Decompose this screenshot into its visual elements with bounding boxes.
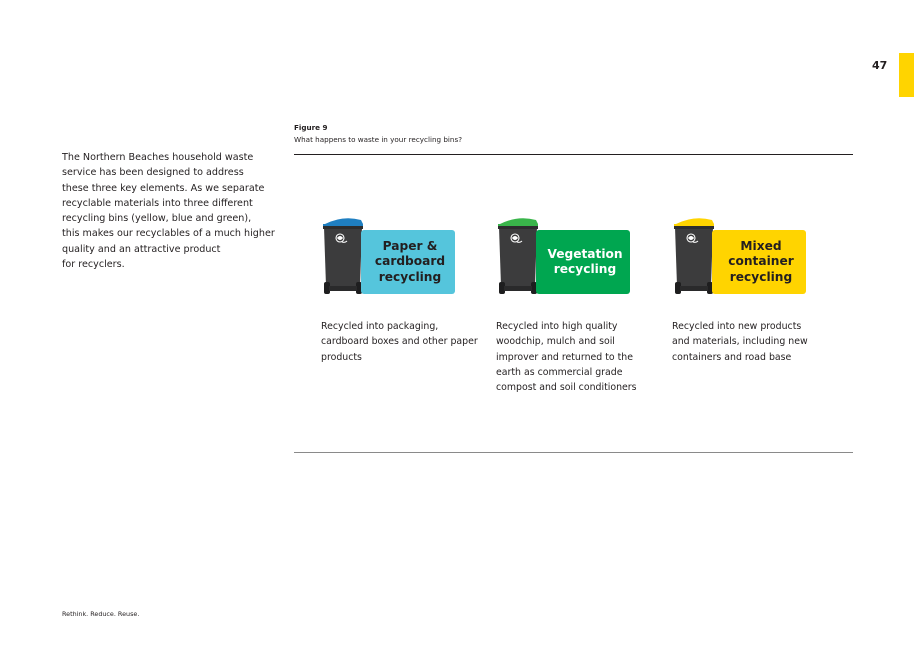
bin-label-line: Vegetation (547, 246, 623, 261)
intro-line: for recyclers. (62, 259, 125, 271)
bin-label-box-vegetation (536, 230, 630, 294)
bin-label-line: recycling (378, 269, 442, 284)
intro-paragraph (62, 150, 277, 272)
bin-description-mixed (672, 319, 832, 365)
desc-line: earth as commercial grade (496, 366, 623, 378)
desc-line: products (321, 351, 362, 363)
bin-label-line: Paper & (382, 238, 438, 253)
desc-line: improver and returned to the (496, 351, 633, 363)
wheelie-bin-yellow-icon (672, 216, 716, 296)
figure-label: Figure 9 (294, 123, 328, 132)
intro-line: service has been designed to address (62, 167, 244, 179)
bin-group-vegetation (496, 216, 656, 396)
page-number: 47 (872, 59, 888, 72)
intro-line: quality and an attractive product (62, 243, 221, 255)
desc-line: cardboard boxes and other paper (321, 336, 478, 348)
bin-description-vegetation (496, 319, 656, 395)
bin-group-mixed (672, 216, 832, 396)
bin-lid (323, 218, 363, 227)
desc-line: compost and soil conditioners (496, 382, 637, 394)
bin-label-line: Mixed (740, 238, 782, 253)
figure-caption: What happens to waste in your recycling bins? (294, 135, 463, 144)
desc-line: woodchip, mulch and soil (496, 336, 615, 348)
bin-label-line: recycling (729, 269, 793, 284)
bin-lid (674, 218, 714, 227)
bin-description-paper (321, 319, 481, 365)
footer-slogan: Rethink. Reduce. Reuse. (62, 610, 140, 618)
figure-bottom-rule (294, 452, 853, 453)
wheelie-bin-green-icon (496, 216, 540, 296)
intro-line: this makes our recyclables of a much higher (62, 228, 275, 240)
bin-lid (498, 218, 538, 227)
intro-line: recyclable materials into three different (62, 197, 253, 209)
desc-line: Recycled into packaging, (321, 321, 439, 332)
bin-label-text (375, 239, 445, 286)
intro-line: these three key elements. As we separate (62, 182, 265, 194)
bin-label-text (728, 239, 793, 286)
intro-line: The Northern Beaches household waste (62, 152, 254, 163)
desc-line: Recycled into high quality (496, 321, 618, 332)
bin-label-line: cardboard (374, 254, 446, 269)
wheelie-bin-blue-icon (321, 216, 365, 296)
desc-line: and materials, including new (672, 336, 808, 348)
bin-group-paper (321, 216, 481, 396)
page-tab-marker (899, 53, 914, 97)
desc-line: containers and road base (672, 351, 792, 363)
bin-label-text (547, 247, 622, 278)
bin-label-line: recycling (553, 262, 617, 276)
desc-line: Recycled into new products (672, 321, 802, 332)
bin-label-box-mixed (712, 230, 806, 294)
bin-label-line: container (728, 254, 794, 269)
figure-top-rule (294, 154, 853, 155)
bin-label-box-paper (361, 230, 455, 294)
intro-line: recycling bins (yellow, blue and green), (62, 213, 252, 225)
